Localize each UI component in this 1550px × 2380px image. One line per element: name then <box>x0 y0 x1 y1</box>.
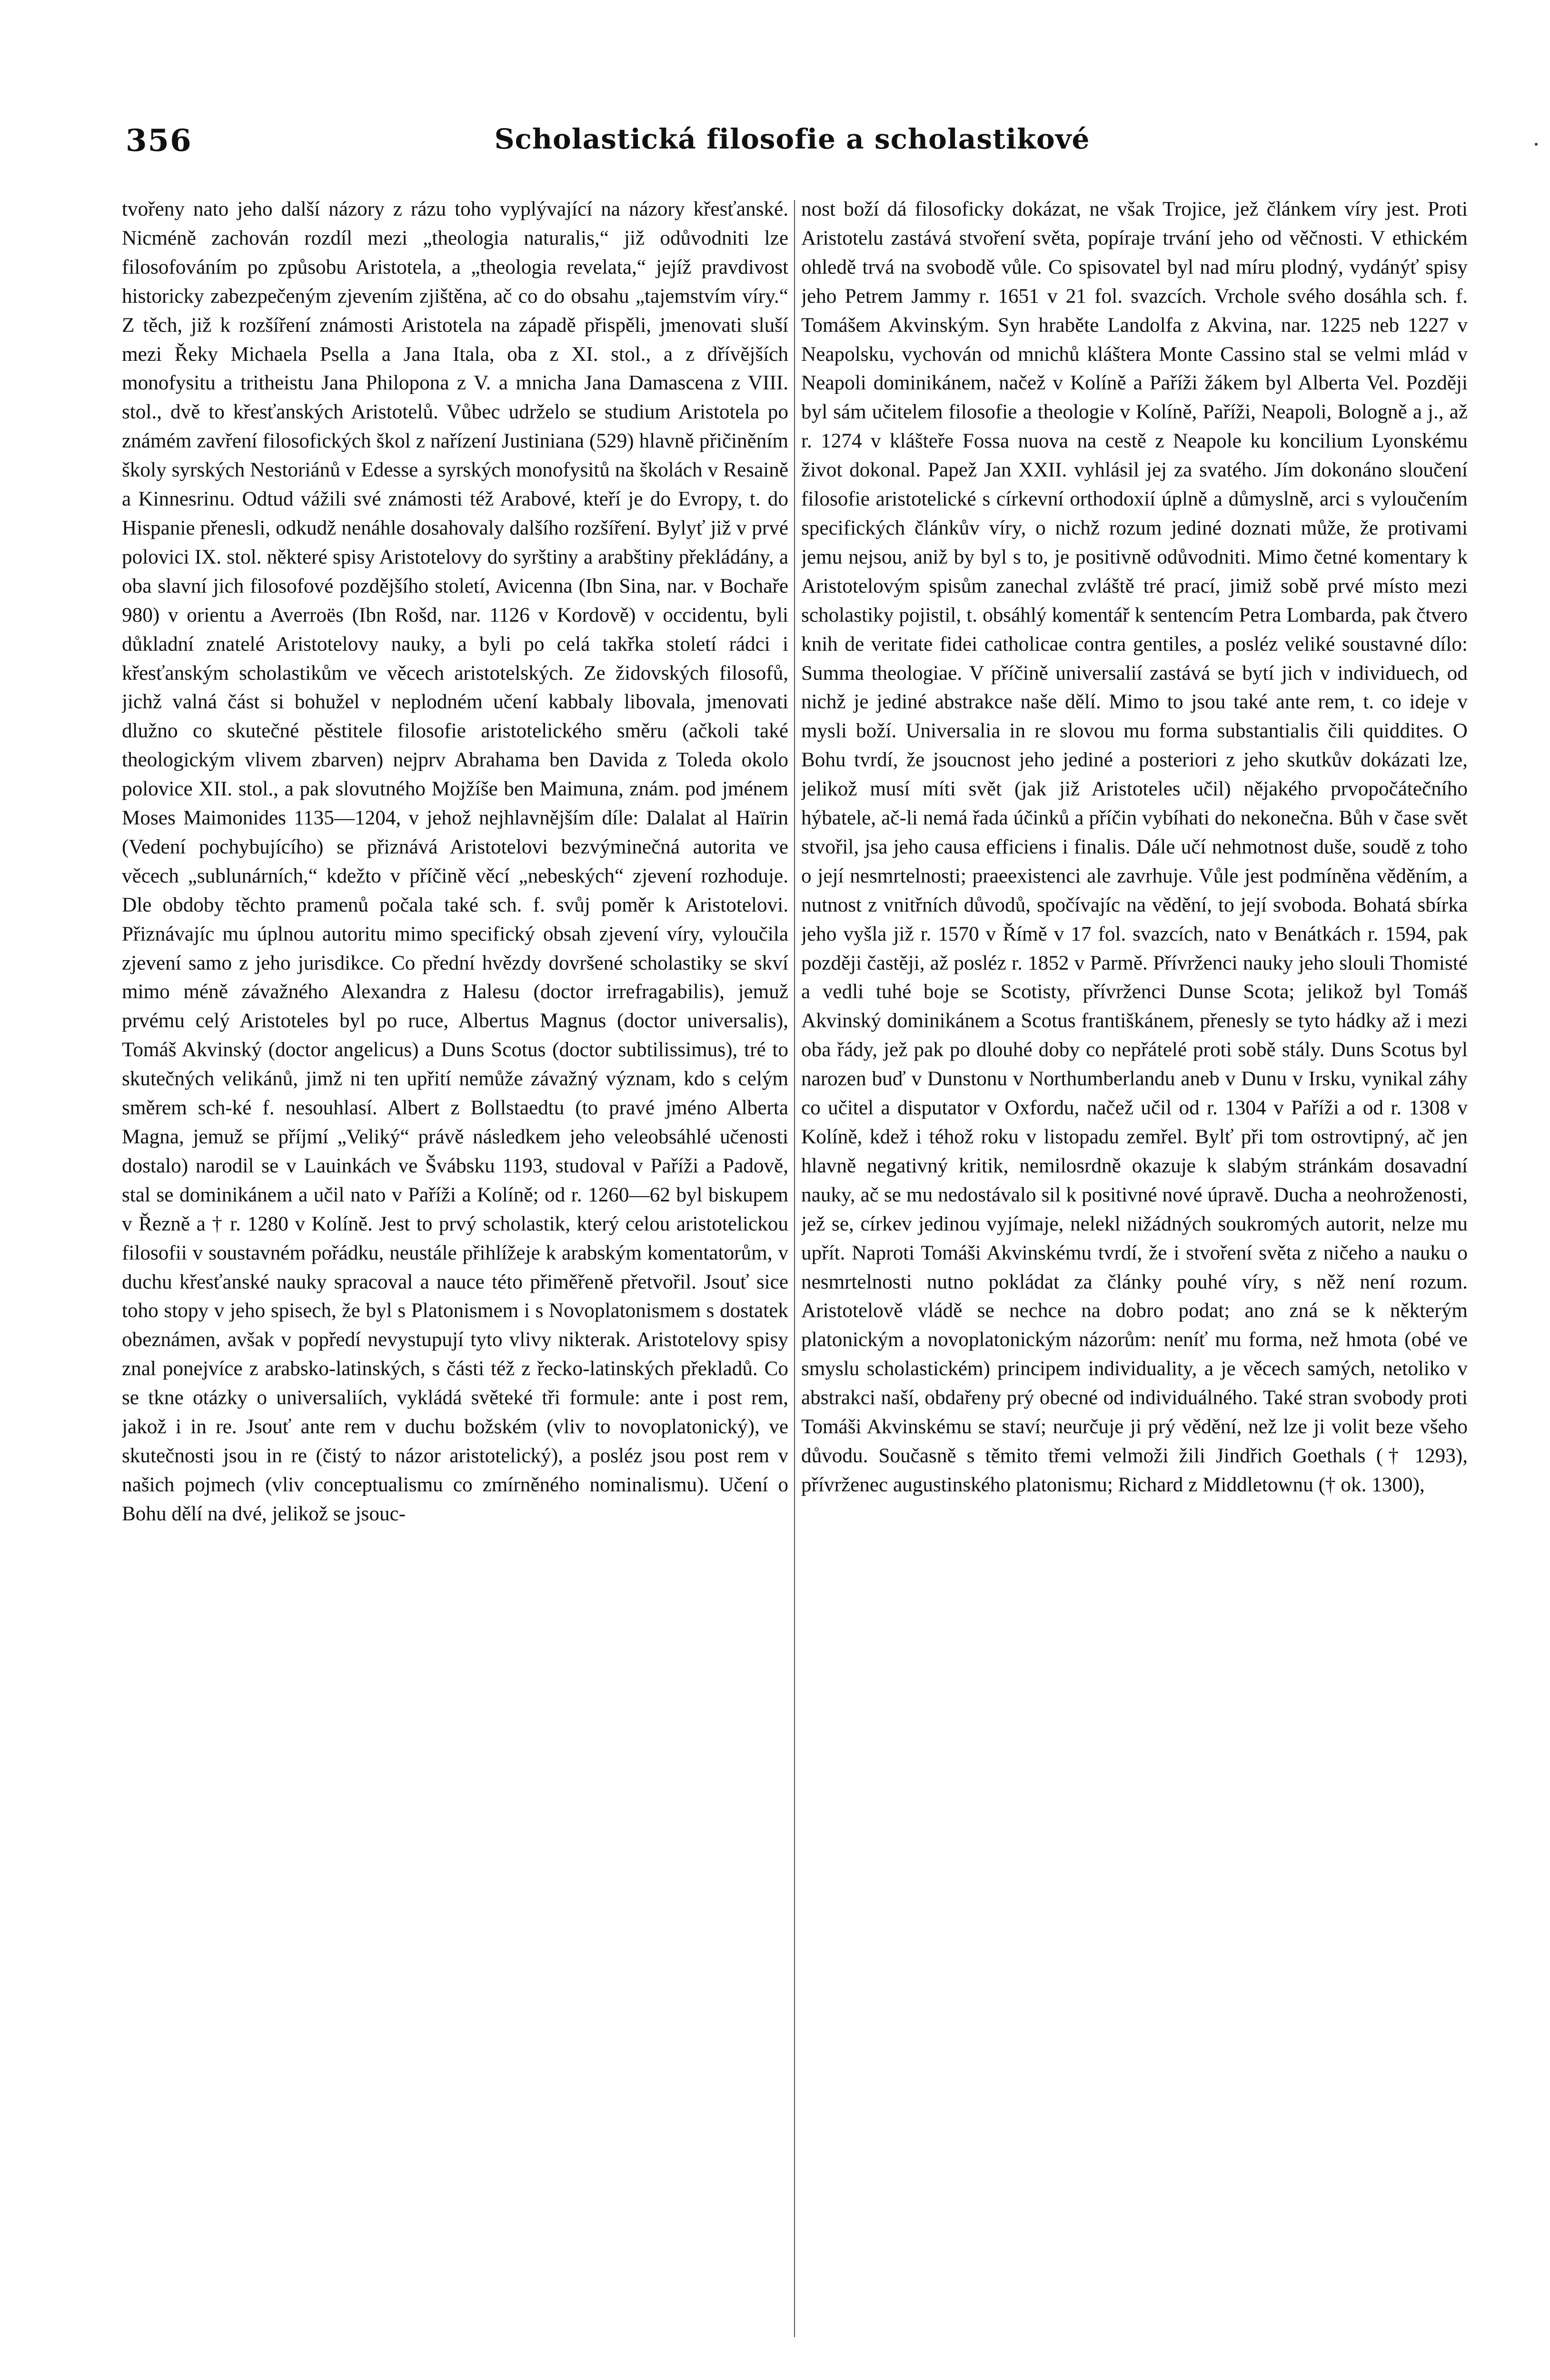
left-column-text: tvořeny nato jeho další názory z rázu toho vyplývající na názory křesťanské. Nicméně zachován rozdíl mezi „theologia naturalis,“ již odůvodniti lze filosofováním po způsobu Aristotela, a „theologia revelata,“ jejíž pravdivost historicky zabezpečeným zjevením zjištěna, ač co do obsahu „tajemstvím víry.“ Z těch, již k rozšíření známosti Aristotela na západě přispěli, jmenovati sluší mezi Řeky Michaela Psella a Jana Itala, oba z XI. stol., a z dřívějších monofysitu a tritheistu Jana Philopona z V. a mnicha Jana Damascena z VIII. stol., dvě to křesťanských Aristotelů. Vůbec udrželo se studium Aristotela po známém zavření filosofických škol z nařízení Justiniana (529) hlavně přičiněním školy syrských Nestoriánů v Edesse a syrských monofysitů na školách v Resaině a Kinnesrinu. Odtud vážili své známosti též Arabové, kteří je do Evropy, t. do Hispanie přenesli, odkudž nenáhle dosahovaly dalšího rozšíření. Bylyť již v prvé polovici IX. stol. některé spisy Aristotelovy do syrštiny a arabštiny překládány, a oba slavní jich filosofové pozdějšího století, Avicenna (Ibn Sina, nar. v Bochaře 980) v orientu a Averroës (Ibn Rošd, nar. 1126 v Kordově) v occidentu, byli důkladní znatelé Aristotelovy nauky, a byli po celá takřka století rádci i křesťanským scholastikům ve věcech aristotelských. Ze židovských filosofů, jichž valná část si bohužel v neplodném učení kabbaly libovala, jmenovati dlužno co skutečné pěstitele filosofie aristotelického směru (ačkoli také theologickým vlivem zbarven) nejprv Abrahama ben Davida z Toleda okolo polovice XII. stol., a pak slovutného Mojžíše ben Maimuna, znám. pod jménem Moses Maimonides 1135—1204, v jehož nejhlavnějším díle: Dalalat al Haïrin (Vedení pochybujícího) se přiznává Aristotelovi bezvýminečná autorita ve věcech „sublunárních,“ kdežto v příčině věcí „nebeských“ zjevení rozhoduje. Dle obdoby těchto pramenů počala také sch. f. svůj poměr k Aristotelovi. Přiznávajíc mu úplnou autoritu mimo specifický obsah zjevení víry, vyloučila zjevení samo z jeho jurisdikce. Co přední hvězdy dovršené scholastiky se skví mimo méně závažného Alexandra z Halesu (doctor irrefragabilis), jemuž prvému celý Aristoteles byl po ruce, Albertus Magnus (doctor universalis), Tomáš Akvinský (doctor angelicus) a Duns Scotus (doctor subtilissimus), tré to skutečných velikánů, jimž ni ten upřití nemůže závažný význam, kdo s celým směrem sch-ké f. nesouhlasí. Albert z Bollstaedtu (to pravé jméno Alberta Magna, jemuž se příjmí „Veliký“ právě následkem jeho veleobsáhlé učenosti dostalo) narodil se v Lauinkách ve Švábsku 1193, studoval v Paříži a Padově, stal se dominikánem a učil nato v Paříži a Kolíně; od r. 1260—62 byl biskupem v Řezně a † r. 1280 v Kolíně. Jest to prvý scholastik, který celou aristotelickou filosofii v soustavném pořádku, neustále přihlížeje k arabským komentatorům, v duchu křesťanské nauky spracoval a nauce této přiměřeně přetvořil. Jsouť sice toho stopy v jeho spisech, že byl s Platonismem i s Novoplatonismem s dostatek obeznámen, avšak v popředí nevystupují tyto vlivy nikterak. Aristotelovy spisy znal ponejvíce z arabsko-latinských, s části též z řecko-latinských překladů. Co se tkne otázky o universaliích, vykládá světeké tři formule: ante i post rem, jakož i in re. Jsouť ante rem v duchu božském (vliv to novoplatonický), ve skutečnosti jsou in re (čistý to názor aristotelický), a posléz jsou post rem v našich pojmech (vliv conceptualismu co zmírněného nominalismu). Učení o Bohu dělí na dvé, jelikož se jsouc- <box>122 198 788 1525</box>
page-speck <box>1535 143 1538 146</box>
running-title: Scholastická filosofie a scholastikové <box>494 123 1090 155</box>
left-column <box>122 195 788 2351</box>
column-divider <box>794 200 795 2337</box>
right-column-text: nost boží dá filosoficky dokázat, ne však Trojice, jež článkem víry jest. Proti Aristotelu zastává stvoření světa, popíraje trvání jeho od věčnosti. V ethickém ohledě trvá na svobodě vůle. Co spisovatel byl nad míru plodný, vydánýť spisy jeho Petrem Jammy r. 1651 v 21 fol. svazcích. Vrchole svého dosáhla sch. f. Tomášem Akvinským. Syn hraběte Landolfa z Akvina, nar. 1225 neb 1227 v Neapolsku, vychován od mnichů kláštera Monte Cassino stal se velmi mlád v Neapoli dominikánem, načež v Kolíně a Paříži žákem byl Alberta Vel. Později byl sám učitelem filosofie a theologie v Kolíně, Paříži, Neapoli, Bologně a j., až r. 1274 v klášteře Fossa nuova na cestě z Neapole ku koncilium Lyonskému život dokonal. Papež Jan XXII. vyhlásil jej za svatého. Jím dokonáno sloučení filosofie aristotelické s církevní orthodoxií úplně a důmyslně, arci s vyloučením specifických článkův víry, o nichž rozum jediné doznati může, že protivami jemu nejsou, aniž by byl s to, je positivně odůvodniti. Mimo četné komentary k Aristotelovým spisům zanechal zvláště tré prací, jimiž sobě prvé místo mezi scholastiky pojistil, t. obsáhlý komentář k sentencím Petra Lombarda, pak čtvero knih de veritate fidei catholicae contra gentiles, a posléz veliké soustavné dílo: Summa theologiae. V příčině universalií zastává se bytí jich v individuech, od nichž je jediné abstrakce naše dělí. Mimo to jsou také ante rem, t. co ideje v mysli boží. Universalia in re slovou mu forma substantialis čili quiddites. O Bohu tvrdí, že jsoucnost jeho jediné a posteriori z jeho skutkův dokázati lze, jelikož musí míti svět (jak již Aristoteles učil) nějakého prvopočátečního hýbatele, ač-li nemá řada účinků a příčin vybíhati do nekonečna. Bůh v čase svět stvořil, jsa jeho causa efficiens i finalis. Dále učí nehmotnost duše, soudě z toho o její nesmrtelnosti; praeexistenci ale zavrhuje. Vůle jest podmíněna věděním, a nutnost z vnitřních důvodů, spočívajíc na vědění, to její svoboda. Bohatá sbírka jeho vyšla již r. 1570 v Římě v 17 fol. svazcích, nato v Benátkách r. 1594, pak později častěji, až posléz r. 1852 v Parmě. Přívrženci nauky jeho slouli Thomisté a vedli tuhé boje se Scotisty, přívrženci Dunse Scota; jelikož byl Tomáš Akvinský dominikánem a Scotus františkánem, přenesly se tyto hádky až i mezi oba řády, jež pak po dlouhé doby co nepřátelé proti sobě stály. Duns Scotus byl narozen buď v Dunstonu v Northumberlandu aneb v Dunu v Irsku, vynikal záhy co učitel a disputator v Oxfordu, načež učil od r. 1304 v Paříži a od r. 1308 v Kolíně, kdež i téhož roku v listopadu zemřel. Bylť při tom ostrovtipný, ač jen hlavně negativný kritik, nemilosrdně okazuje k slabým stránkám dosavadní nauky, ač se mu nedostávalo sil k positivné nové úpravě. Ducha a neohroženosti, jež se, církev jedinou vyjímaje, nelekl nižádných soukromých autorit, nelze mu upřít. Naproti Tomáši Akvinskému tvrdí, že i stvoření světa z ničeho a nauku o nesmrtelnosti nutno pokládat za články pouhé víry, s něž není rozum. Aristotelově vládě se nechce na dobro podat; ano zná se k některým platonickým a novoplatonickým názorům: neníť mu forma, než hmota (obé ve smyslu scholastickém) principem individuality, a je věcech samých, netoliko v abstrakci naší, obdařeny prý obecné od individuálného. Také stran svobody proti Tomáši Akvinskému se staví; neurčuje ji prý vědění, než lze ji volit beze všeho důvodu. Současně s těmito třemi velmoži žili Jindřich Goethals († 1293), přívrženec augustinského platonismu; Richard z Middletownu († ok. 1300), <box>801 198 1468 1496</box>
page-number: 356 <box>126 123 192 159</box>
right-column <box>801 195 1468 2351</box>
page-header <box>126 123 1459 166</box>
